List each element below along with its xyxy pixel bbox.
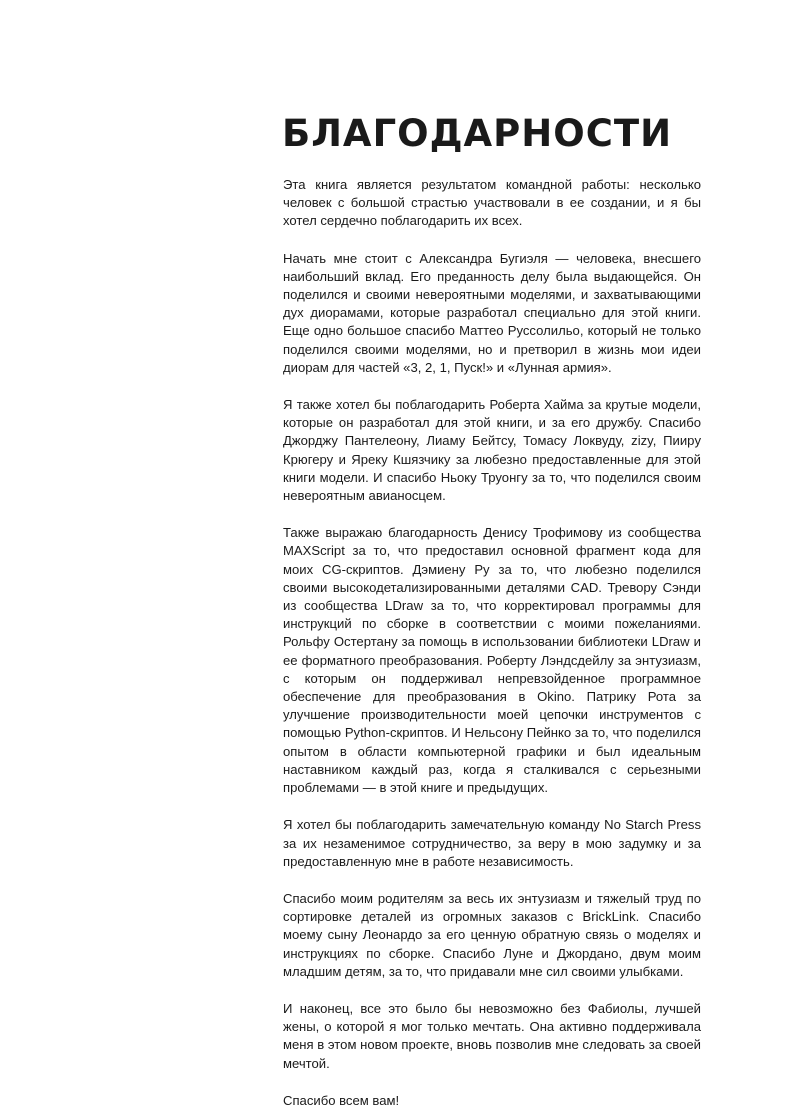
acknowledgements-body (283, 176, 701, 1110)
paragraph-family: Спасибо моим родителям за весь их энтузиазм и тяжелый труд по сортировке деталей из огромных заказов с BrickLink. Спасибо моему сыну Леонардо за его ценную обратную связь о моделях и инструкциях по сборке. Спасибо Луне и Джордано, двум моим младшим детям, за то, что придавали мне сил своими улыбками. (283, 890, 701, 979)
page-title: БЛАГОДАРНОСТИ (282, 112, 673, 155)
paragraph-publisher: Я хотел бы поблагодарить замечательную команду No Starch Press за их незаменимое сотрудничество, за веру в мою задумку и за предоставленную мне в работе независимость. (283, 817, 701, 869)
paragraph-closing: Спасибо всем вам! (283, 1092, 400, 1108)
paragraph-models: Начать мне стоит с Александра Бугиэля — человека, внесшего наибольший вклад. Его преданность делу была выдающейся. Он поделился и своими невероятными моделями, и захватывающими дух диорамами, которые разработал специально для этой книги. Еще одно большое спасибо Маттео Руссолильо, который не только поделился своими моделями, но и претворил в жизнь мои идеи диорам для частей «3, 2, 1, Пуск!» и «Лунная армия». (283, 250, 701, 375)
paragraph-contributors: Я также хотел бы поблагодарить Роберта Хайма за крутые модели, которые он разработал для этой книги, и за его дружбу. Спасибо Джорджу Пантелеону, Лиаму Бейтсу, Томасу Локвуду, zizy, Пиирy Крюгеру и Яреку Кшязчику за любезно предоставленные для этой книги модели. И спасибо Ньоку Труонгу за то, что поделился своим невероятным авианосцем. (283, 397, 701, 504)
paragraph-software: Также выражаю благодарность Денису Трофимову из сообщества MAXScript за то, что предоставил основной фрагмент кода для моих CG-скриптов. Дэмиену Ру за то, что любезно поделился своими высокодетализированными деталями CAD. Тревору Сэнди из сообщества LDraw за то, что корректировал программы для инструкций по сборке в соответствии с моими пожеланиями. Рольфу Остертану за помощь в использовании библиотеки LDraw и ее форматного преобразования. Роберту Лэндсдейлу за энтузиазм, с которым он поддерживал непревзойденное программное обеспечение для преобразования в Okino. Патрику Рота за улучшение производительности моей цепочки инструментов с помощью Python-скриптов. И Нельсону Пейнко за то, что поделился опытом в области компьютерной графики и был идеальным наставником каждый раз, когда я сталкивался с серьезными проблемами — в этой книге и предыдущих. (283, 525, 701, 796)
paragraph-wife: И наконец, все это было бы невозможно без Фабиолы, лучшей жены, о которой я мог только мечтать. Она активно поддерживала меня в этом новом проекте, вновь позволив мне следовать за своей мечтой. (283, 1000, 701, 1071)
paragraph-team: Эта книга является результатом командной работы: несколько человек с большой страстью участвовали в ее создании, и я бы хотел сердечно поблагодарить их всех. (283, 177, 701, 229)
